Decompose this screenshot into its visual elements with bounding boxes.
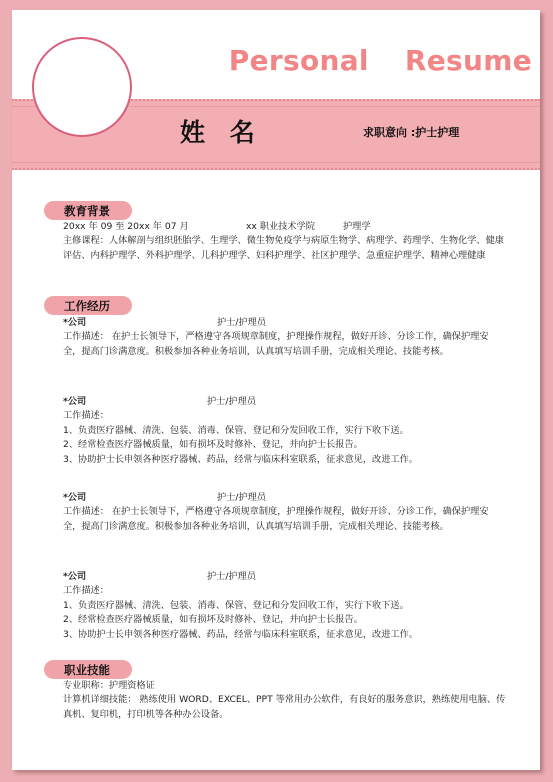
job-position: 护士/护理员 (217, 317, 267, 328)
education-school: xx 职业技术学院 (246, 221, 315, 232)
education-major: 护理学 (343, 221, 371, 232)
resume-page (12, 10, 540, 770)
job-description-label: 工作描述： (63, 410, 109, 422)
job-company: *公司 (63, 396, 87, 407)
education-courses: 主修课程：人体解剖与组织胚胎学、生理学、微生物免疫学与病原生物学、病理学、药理学、生物化学、健康评估、内科护理学、外科护理学、儿科护理学、妇科护理学、社区护理学、急重症护理学、精神心理健康 (63, 235, 504, 261)
job-company: *公司 (63, 317, 87, 328)
job-duty-item: 3、协助护士长申领各种医疗器械、药品，经常与临床科室联系，征求意见，改进工作。 (63, 453, 418, 465)
section-header-education (44, 201, 132, 220)
job-entry (63, 491, 506, 534)
job-duty-item: 2、经常检查医疗器械质量，如有损坏及时修补、登记，并向护士长报告。 (63, 614, 363, 626)
job-header-row (63, 395, 506, 409)
job-entry (63, 316, 506, 359)
job-company: *公司 (63, 492, 87, 503)
job-header-row (63, 491, 506, 505)
job-entry (63, 570, 506, 642)
skills-content (63, 679, 506, 722)
job-company: *公司 (63, 571, 87, 582)
education-period: 20xx 年 09 至 20xx 年 07 月 (63, 221, 189, 232)
education-summary-row (63, 220, 506, 234)
job-duty-item: 1、负责医疗器械、清洗、包装、消毒、保管、登记和分发回收工作，实行下收下送。 (63, 599, 409, 611)
job-entry (63, 395, 506, 467)
job-position: 护士/护理员 (207, 571, 257, 582)
job-position: 护士/护理员 (217, 492, 267, 503)
job-duty-item: 3、协助护士长申领各种医疗器械、药品，经常与临床科室联系，征求意见，改进工作。 (63, 628, 418, 640)
job-description: 工作描述： 在护士长领导下，严格遵守各项规章制度，护理操作规程，做好开诊、分诊工作，确保护理安全，提高门诊满意度。积极参加各种业务培训，认真填写培训手册，完成相关理论、技能考核。 (63, 331, 489, 357)
job-intent: 求职意向 :护士护理 (363, 126, 460, 139)
job-header-row (63, 316, 506, 330)
section-title-skills: 职业技能 (64, 663, 110, 677)
skills-computer: 计算机详细技能： 熟练使用 WORD、EXCEL、PPT 等常用办公软件，有良好的服务意识，熟练使用电脑、传真机、复印机，打印机等各种办公设备。 (63, 694, 506, 720)
section-title-education: 教育背景 (64, 204, 110, 218)
section-header-work (44, 296, 132, 315)
education-content (63, 220, 506, 263)
section-header-skills (44, 660, 132, 679)
banner-dotted-line-bottom (12, 162, 540, 163)
job-position: 护士/护理员 (207, 396, 257, 407)
job-description: 工作描述： 在护士长领导下，严格遵守各项规章制度，护理操作规程，做好开诊、分诊工作，确保护理安全，提高门诊满意度。积极参加各种业务培训，认真填写培训手册，完成相关理论、技能考核。 (63, 506, 489, 532)
resume-title: Personal Resume (228, 44, 532, 77)
job-duty-item: 1、负责医疗器械、清洗、包装、消毒、保管、登记和分发回收工作，实行下收下送。 (63, 424, 409, 436)
job-duty-item: 2、经常检查医疗器械质量，如有损坏及时修补、登记，并向护士长报告。 (63, 439, 363, 451)
candidate-name: 姓 名 (180, 118, 263, 147)
skills-professional-title: 专业职称：护理资格证 (63, 680, 155, 691)
avatar-photo-placeholder[interactable] (32, 37, 132, 137)
job-header-row (63, 570, 506, 584)
section-title-work: 工作经历 (64, 299, 110, 313)
job-description-label: 工作描述： (63, 585, 109, 597)
